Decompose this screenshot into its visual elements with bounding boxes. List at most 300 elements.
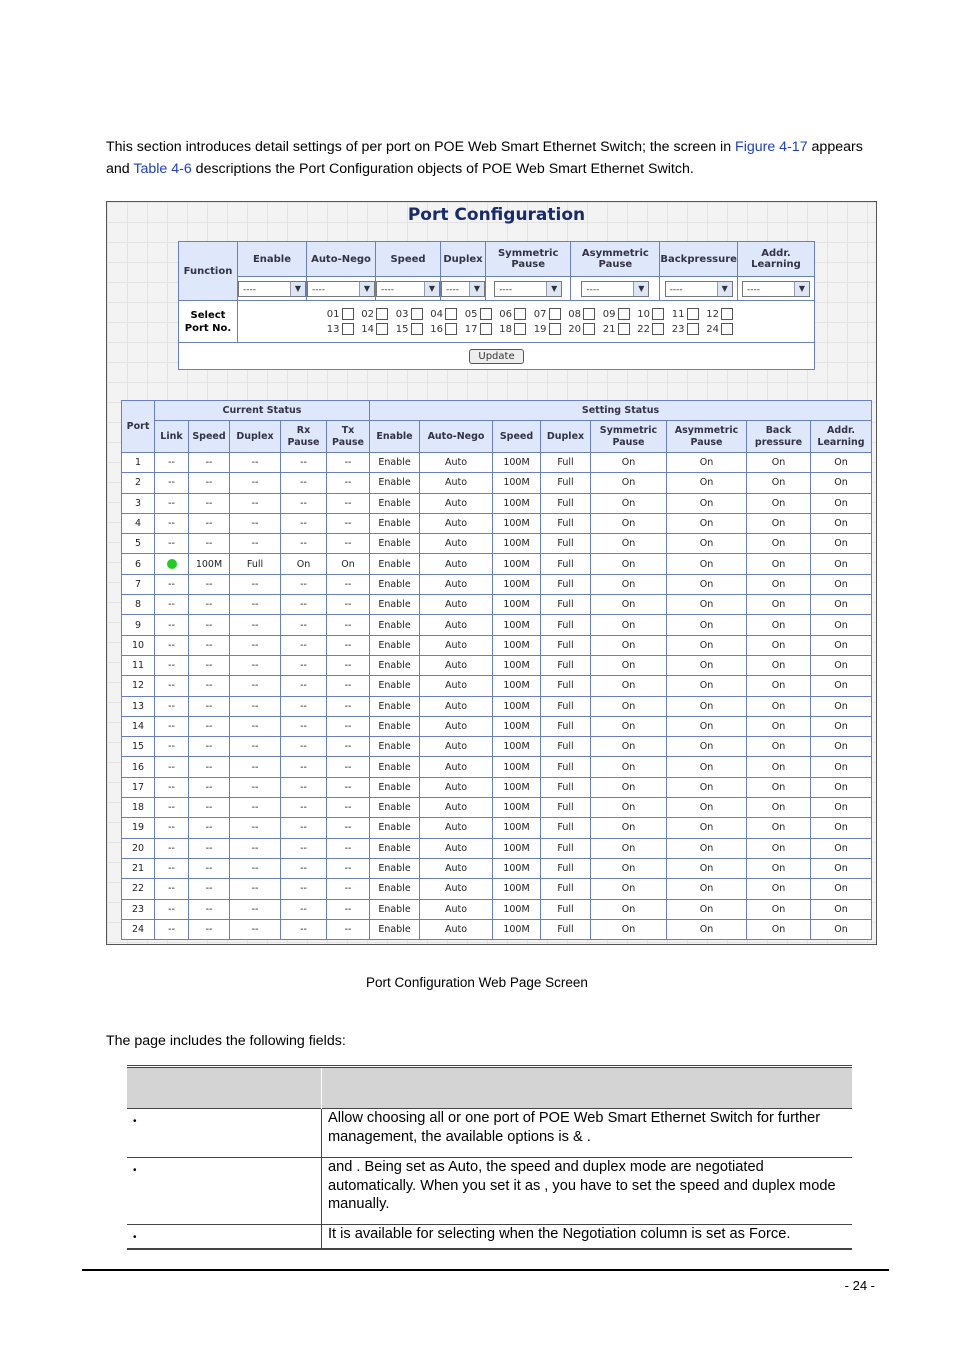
table-cell: Auto	[420, 615, 493, 635]
table-cell: Full	[541, 858, 591, 878]
table-row	[122, 554, 872, 574]
port-checkbox-item	[388, 323, 423, 335]
table-cell: Auto	[420, 635, 493, 655]
table-cell: On	[591, 899, 667, 919]
table-cell: Full	[541, 696, 591, 716]
status-col-header: Back pressure	[747, 421, 811, 453]
table-cell: --	[189, 818, 230, 838]
port-checkbox[interactable]	[618, 323, 630, 335]
port-number-label: 17	[464, 324, 478, 335]
table-cell: 17	[122, 777, 155, 797]
table-cell: Auto	[420, 777, 493, 797]
port-checkbox-item	[561, 308, 596, 320]
port-checkbox-item	[319, 308, 354, 320]
table-cell: On	[667, 838, 747, 858]
table-cell: 5	[122, 534, 155, 554]
field-description: Allow choosing all or one port of POE Web Smart Ethernet Switch for further management, the available options is & .	[322, 1109, 853, 1158]
table-cell: --	[155, 655, 189, 675]
table-cell: --	[327, 757, 370, 777]
table-cell: --	[189, 798, 230, 818]
table-cell: 100M	[493, 818, 541, 838]
table-cell: --	[230, 777, 281, 797]
field-description: It is available for selecting when the Negotiation column is set as Force.	[322, 1225, 853, 1249]
table-cell: 100M	[493, 858, 541, 878]
table-cell: On	[747, 676, 811, 696]
table-cell: On	[747, 615, 811, 635]
table-row	[122, 615, 872, 635]
table-cell: --	[281, 757, 327, 777]
screenshot-frame	[106, 201, 877, 945]
table-cell: On	[747, 716, 811, 736]
status-col-header: Enable	[370, 421, 420, 453]
field-object-cell	[127, 1158, 322, 1225]
table-cell: On	[591, 655, 667, 675]
port-number-label: 19	[533, 324, 547, 335]
table-cell: On	[811, 858, 872, 878]
table-cell: 100M	[493, 554, 541, 574]
figure-caption: Port Configuration Web Page Screen	[366, 975, 588, 990]
table-cell: On	[811, 838, 872, 858]
port-number-label: 06	[499, 309, 512, 320]
table-row	[122, 513, 872, 533]
table-cell: --	[230, 513, 281, 533]
status-col-header: Speed	[189, 421, 230, 453]
table-cell: --	[189, 655, 230, 675]
table-cell: --	[281, 777, 327, 797]
table-cell: Enable	[370, 818, 420, 838]
table-cell: --	[327, 676, 370, 696]
table-cell: Auto	[420, 534, 493, 554]
port-checkbox[interactable]	[342, 308, 354, 320]
table-cell: On	[591, 838, 667, 858]
table-cell: --	[327, 879, 370, 899]
port-checkbox-item	[595, 323, 630, 335]
select-label-2: Port No.	[184, 322, 232, 334]
table-cell: --	[281, 696, 327, 716]
port-checkbox[interactable]	[618, 308, 630, 320]
port-checkbox[interactable]	[411, 308, 423, 320]
table-cell: Full	[541, 879, 591, 899]
port-checkbox-item	[354, 308, 389, 320]
port-number-label: 13	[326, 324, 340, 335]
port-checkbox-item	[388, 308, 423, 320]
table-cell: --	[189, 453, 230, 473]
port-number-label: 02	[361, 309, 374, 320]
table-cell: On	[667, 453, 747, 473]
table-cell: --	[230, 818, 281, 838]
table-cell: --	[327, 919, 370, 939]
port-checkbox[interactable]	[376, 323, 388, 335]
port-checkbox[interactable]	[549, 323, 561, 335]
table-cell: On	[811, 737, 872, 757]
table-cell: 8	[122, 595, 155, 615]
table-cell: Enable	[370, 554, 420, 574]
table-cell: 100M	[493, 838, 541, 858]
autonego-select[interactable]	[307, 281, 375, 297]
table-cell: --	[230, 595, 281, 615]
port-number-label: 24	[706, 324, 719, 335]
port-checkbox[interactable]	[376, 308, 388, 320]
port-checkbox[interactable]	[411, 323, 423, 335]
table-cell: On	[667, 493, 747, 513]
table-cell: --	[281, 635, 327, 655]
table-cell: --	[327, 595, 370, 615]
table-cell: On	[747, 595, 811, 615]
control-table	[178, 241, 815, 370]
table-cell: --	[155, 493, 189, 513]
table-cell: 6	[122, 554, 155, 574]
port-checkbox[interactable]	[687, 323, 699, 335]
table-cell: 100M	[493, 513, 541, 533]
table-cell: Enable	[370, 453, 420, 473]
table-cell: On	[591, 615, 667, 635]
table-cell: On	[667, 858, 747, 878]
table-cell: Full	[541, 595, 591, 615]
table-link[interactable]: Table 4-6	[133, 161, 192, 177]
table-cell: 1	[122, 453, 155, 473]
table-cell: Enable	[370, 595, 420, 615]
table-cell: 100M	[493, 615, 541, 635]
ctrl-header: Addr. Learning	[737, 242, 814, 277]
table-cell: Enable	[370, 676, 420, 696]
table-cell: 9	[122, 615, 155, 635]
table-cell: On	[591, 818, 667, 838]
port-checkbox[interactable]	[445, 323, 457, 335]
table-cell: --	[281, 798, 327, 818]
speed-select[interactable]	[376, 281, 440, 297]
table-cell: --	[189, 574, 230, 594]
field-description: and . Being set as Auto, the speed and duplex mode are negotiated automatically. When you set it as , you have to set the speed and duplex mode manually.	[322, 1158, 853, 1225]
table-cell: --	[327, 838, 370, 858]
table-cell: --	[327, 899, 370, 919]
table-row	[122, 919, 872, 939]
table-cell: Enable	[370, 716, 420, 736]
port-number-label: 03	[395, 309, 409, 320]
table-cell: --	[281, 899, 327, 919]
port-checkbox[interactable]	[480, 323, 492, 335]
table-cell: 100M	[493, 635, 541, 655]
table-cell: --	[189, 493, 230, 513]
table-cell: Enable	[370, 513, 420, 533]
port-checkbox-item	[664, 308, 699, 320]
enable-select[interactable]	[238, 281, 306, 297]
port-number-label: 10	[637, 309, 650, 320]
table-cell: 23	[122, 899, 155, 919]
table-cell: --	[281, 818, 327, 838]
port-checkbox-item	[699, 323, 734, 335]
table-cell: --	[189, 716, 230, 736]
port-checkbox-item	[423, 308, 458, 320]
table-cell: Full	[230, 554, 281, 574]
table-cell: 100M	[493, 737, 541, 757]
port-header: Port	[122, 401, 155, 453]
table-cell: 21	[122, 858, 155, 878]
table-cell: Enable	[370, 919, 420, 939]
status-col-header: Rx Pause	[281, 421, 327, 453]
table-cell: On	[747, 757, 811, 777]
table-row	[122, 818, 872, 838]
port-checkbox[interactable]	[445, 308, 457, 320]
table-cell: On	[747, 818, 811, 838]
table-cell: On	[811, 635, 872, 655]
table-cell: On	[591, 879, 667, 899]
chevron-down-icon: ▼	[424, 282, 439, 296]
sympause-select-cell	[486, 277, 571, 301]
table-cell: --	[155, 757, 189, 777]
table-cell: On	[747, 513, 811, 533]
duplex-select-cell	[441, 277, 486, 301]
table-cell: On	[667, 534, 747, 554]
speed-select-cell	[376, 277, 441, 301]
table-cell: Enable	[370, 615, 420, 635]
select-value: ----	[586, 284, 600, 295]
table-cell: --	[281, 737, 327, 757]
port-number-label: 08	[568, 309, 581, 320]
port-checkbox[interactable]	[721, 308, 733, 320]
table-cell: Full	[541, 513, 591, 533]
table-cell: 100M	[189, 554, 230, 574]
table-cell: Full	[541, 473, 591, 493]
duplex-select[interactable]	[441, 281, 485, 297]
table-cell: 22	[122, 879, 155, 899]
table-cell: 2	[122, 473, 155, 493]
table-cell: 100M	[493, 534, 541, 554]
table-cell: --	[327, 574, 370, 594]
chevron-down-icon: ▼	[633, 282, 648, 296]
table-cell: 100M	[493, 919, 541, 939]
table-cell: Auto	[420, 818, 493, 838]
port-checkbox[interactable]	[514, 323, 526, 335]
field-object-cell	[127, 1225, 322, 1249]
table-cell: Full	[541, 655, 591, 675]
table-cell: Auto	[420, 595, 493, 615]
table-cell: On	[811, 554, 872, 574]
table-cell: Auto	[420, 574, 493, 594]
table-cell: On	[747, 655, 811, 675]
table-cell: 100M	[493, 493, 541, 513]
table-cell: 100M	[493, 798, 541, 818]
table-cell: Full	[541, 453, 591, 473]
sympause-select[interactable]	[494, 281, 562, 297]
table-cell: --	[281, 838, 327, 858]
table-cell: Enable	[370, 858, 420, 878]
table-row	[122, 757, 872, 777]
table-cell: Enable	[370, 696, 420, 716]
port-checkbox[interactable]	[342, 323, 354, 335]
port-number-label: 20	[568, 324, 581, 335]
table-cell: --	[155, 574, 189, 594]
port-checkbox[interactable]	[652, 323, 664, 335]
table-cell: 100M	[493, 716, 541, 736]
table-cell: --	[189, 737, 230, 757]
backpressure-select[interactable]	[665, 281, 733, 297]
table-row	[122, 473, 872, 493]
link-up-icon	[167, 559, 177, 569]
table-cell: --	[327, 818, 370, 838]
port-checkbox-item	[699, 308, 734, 320]
bullet-icon: •	[133, 1165, 137, 1176]
table-cell: --	[281, 453, 327, 473]
table-cell: On	[591, 737, 667, 757]
table-cell: On	[591, 473, 667, 493]
field-object-cell	[127, 1109, 322, 1158]
port-number-label: 18	[499, 324, 512, 335]
table-cell: --	[155, 858, 189, 878]
table-cell: --	[155, 595, 189, 615]
port-checkbox[interactable]	[687, 308, 699, 320]
learning-select[interactable]	[742, 281, 810, 297]
port-checkbox[interactable]	[549, 308, 561, 320]
table-cell: On	[811, 595, 872, 615]
table-row	[122, 899, 872, 919]
table-cell: On	[667, 635, 747, 655]
table-cell: 13	[122, 696, 155, 716]
table-cell: On	[811, 757, 872, 777]
status-col-header: Auto-Nego	[420, 421, 493, 453]
table-cell: --	[155, 716, 189, 736]
table-row	[122, 574, 872, 594]
table-cell: On	[811, 899, 872, 919]
table-cell: On	[591, 554, 667, 574]
setting-status-header: Setting Status	[370, 401, 872, 421]
table-cell: --	[155, 777, 189, 797]
table-cell: On	[811, 655, 872, 675]
port-number-label: 21	[602, 324, 616, 335]
table-cell: --	[281, 615, 327, 635]
table-cell: --	[281, 493, 327, 513]
port-checkbox-grid	[319, 308, 733, 335]
table-cell: On	[747, 554, 811, 574]
table-row	[122, 635, 872, 655]
asympause-select[interactable]	[581, 281, 649, 297]
table-cell: On	[811, 777, 872, 797]
table-cell: --	[230, 635, 281, 655]
backpressure-select-cell	[660, 277, 738, 301]
intro-text-1: This section introduces detail settings of per port on POE Web Smart Ethernet Switch; the screen in	[106, 139, 736, 155]
table-cell: On	[747, 453, 811, 473]
select-value: ----	[746, 284, 760, 295]
table-cell: Full	[541, 716, 591, 736]
table-cell: 19	[122, 818, 155, 838]
table-cell: On	[811, 879, 872, 899]
update-button[interactable]: Update	[469, 349, 523, 364]
port-number-label: 16	[430, 324, 443, 335]
page-number: - 24 -	[844, 1278, 875, 1293]
table-row	[122, 493, 872, 513]
table-cell: 100M	[493, 595, 541, 615]
table-cell: Auto	[420, 473, 493, 493]
ctrl-header: Enable	[238, 242, 307, 277]
fields-header-description	[322, 1067, 853, 1109]
table-cell: --	[230, 716, 281, 736]
table-cell: Full	[541, 493, 591, 513]
table-cell: 16	[122, 757, 155, 777]
table-cell: 100M	[493, 777, 541, 797]
port-checkbox-item	[492, 323, 527, 335]
port-number-label: 22	[637, 324, 650, 335]
table-cell: On	[811, 919, 872, 939]
table-cell: 100M	[493, 899, 541, 919]
table-cell: Auto	[420, 453, 493, 473]
table-cell: --	[281, 473, 327, 493]
port-number-label: 01	[326, 309, 340, 320]
port-checkbox[interactable]	[514, 308, 526, 320]
port-number-label: 07	[533, 309, 547, 320]
port-checkbox-item	[492, 308, 527, 320]
table-cell: Auto	[420, 716, 493, 736]
port-checkbox-item	[630, 323, 665, 335]
table-cell: --	[327, 615, 370, 635]
table-cell: Enable	[370, 757, 420, 777]
port-checkbox[interactable]	[583, 323, 595, 335]
port-checkbox[interactable]	[583, 308, 595, 320]
asympause-select-cell	[571, 277, 660, 301]
table-cell: 100M	[493, 453, 541, 473]
table-cell: On	[667, 696, 747, 716]
port-number-label: 12	[706, 309, 719, 320]
table-cell: Enable	[370, 655, 420, 675]
table-cell: On	[667, 798, 747, 818]
port-checkbox-item	[457, 323, 492, 335]
table-cell: Enable	[370, 574, 420, 594]
table-cell: --	[155, 838, 189, 858]
port-checkbox[interactable]	[480, 308, 492, 320]
table-cell: Full	[541, 757, 591, 777]
table-cell: On	[591, 635, 667, 655]
table-cell: On	[667, 818, 747, 838]
table-cell: On	[747, 534, 811, 554]
table-row	[122, 676, 872, 696]
table-cell: Full	[541, 615, 591, 635]
figure-link[interactable]: Figure 4-17	[735, 139, 808, 155]
status-col-header: Asymmetric Pause	[667, 421, 747, 453]
ctrl-header: Asymmetric Pause	[571, 242, 660, 277]
ctrl-header: Auto-Nego	[307, 242, 376, 277]
current-status-header: Current Status	[155, 401, 370, 421]
table-cell: On	[747, 879, 811, 899]
table-cell: On	[281, 554, 327, 574]
table-cell: --	[230, 858, 281, 878]
table-cell: 100M	[493, 696, 541, 716]
table-cell: --	[327, 798, 370, 818]
table-cell: --	[281, 716, 327, 736]
port-checkbox-item	[595, 308, 630, 320]
table-row	[122, 879, 872, 899]
table-cell: On	[747, 696, 811, 716]
table-cell: 20	[122, 838, 155, 858]
table-cell: 18	[122, 798, 155, 818]
table-cell: --	[189, 513, 230, 533]
table-cell: Full	[541, 534, 591, 554]
learning-select-cell	[737, 277, 814, 301]
table-cell: --	[327, 737, 370, 757]
port-checkbox[interactable]	[652, 308, 664, 320]
port-checkbox[interactable]	[721, 323, 733, 335]
table-cell: --	[189, 473, 230, 493]
table-row	[122, 655, 872, 675]
table-cell: --	[230, 879, 281, 899]
table-cell: Auto	[420, 858, 493, 878]
chevron-down-icon: ▼	[359, 282, 374, 296]
table-cell: On	[811, 453, 872, 473]
table-cell: Auto	[420, 655, 493, 675]
fields-intro: The page includes the following fields:	[106, 1033, 346, 1049]
table-cell: --	[155, 513, 189, 533]
table-cell: On	[591, 919, 667, 939]
table-cell: Full	[541, 818, 591, 838]
select-label-1: Select	[190, 309, 226, 321]
port-checkbox-item	[561, 323, 596, 335]
